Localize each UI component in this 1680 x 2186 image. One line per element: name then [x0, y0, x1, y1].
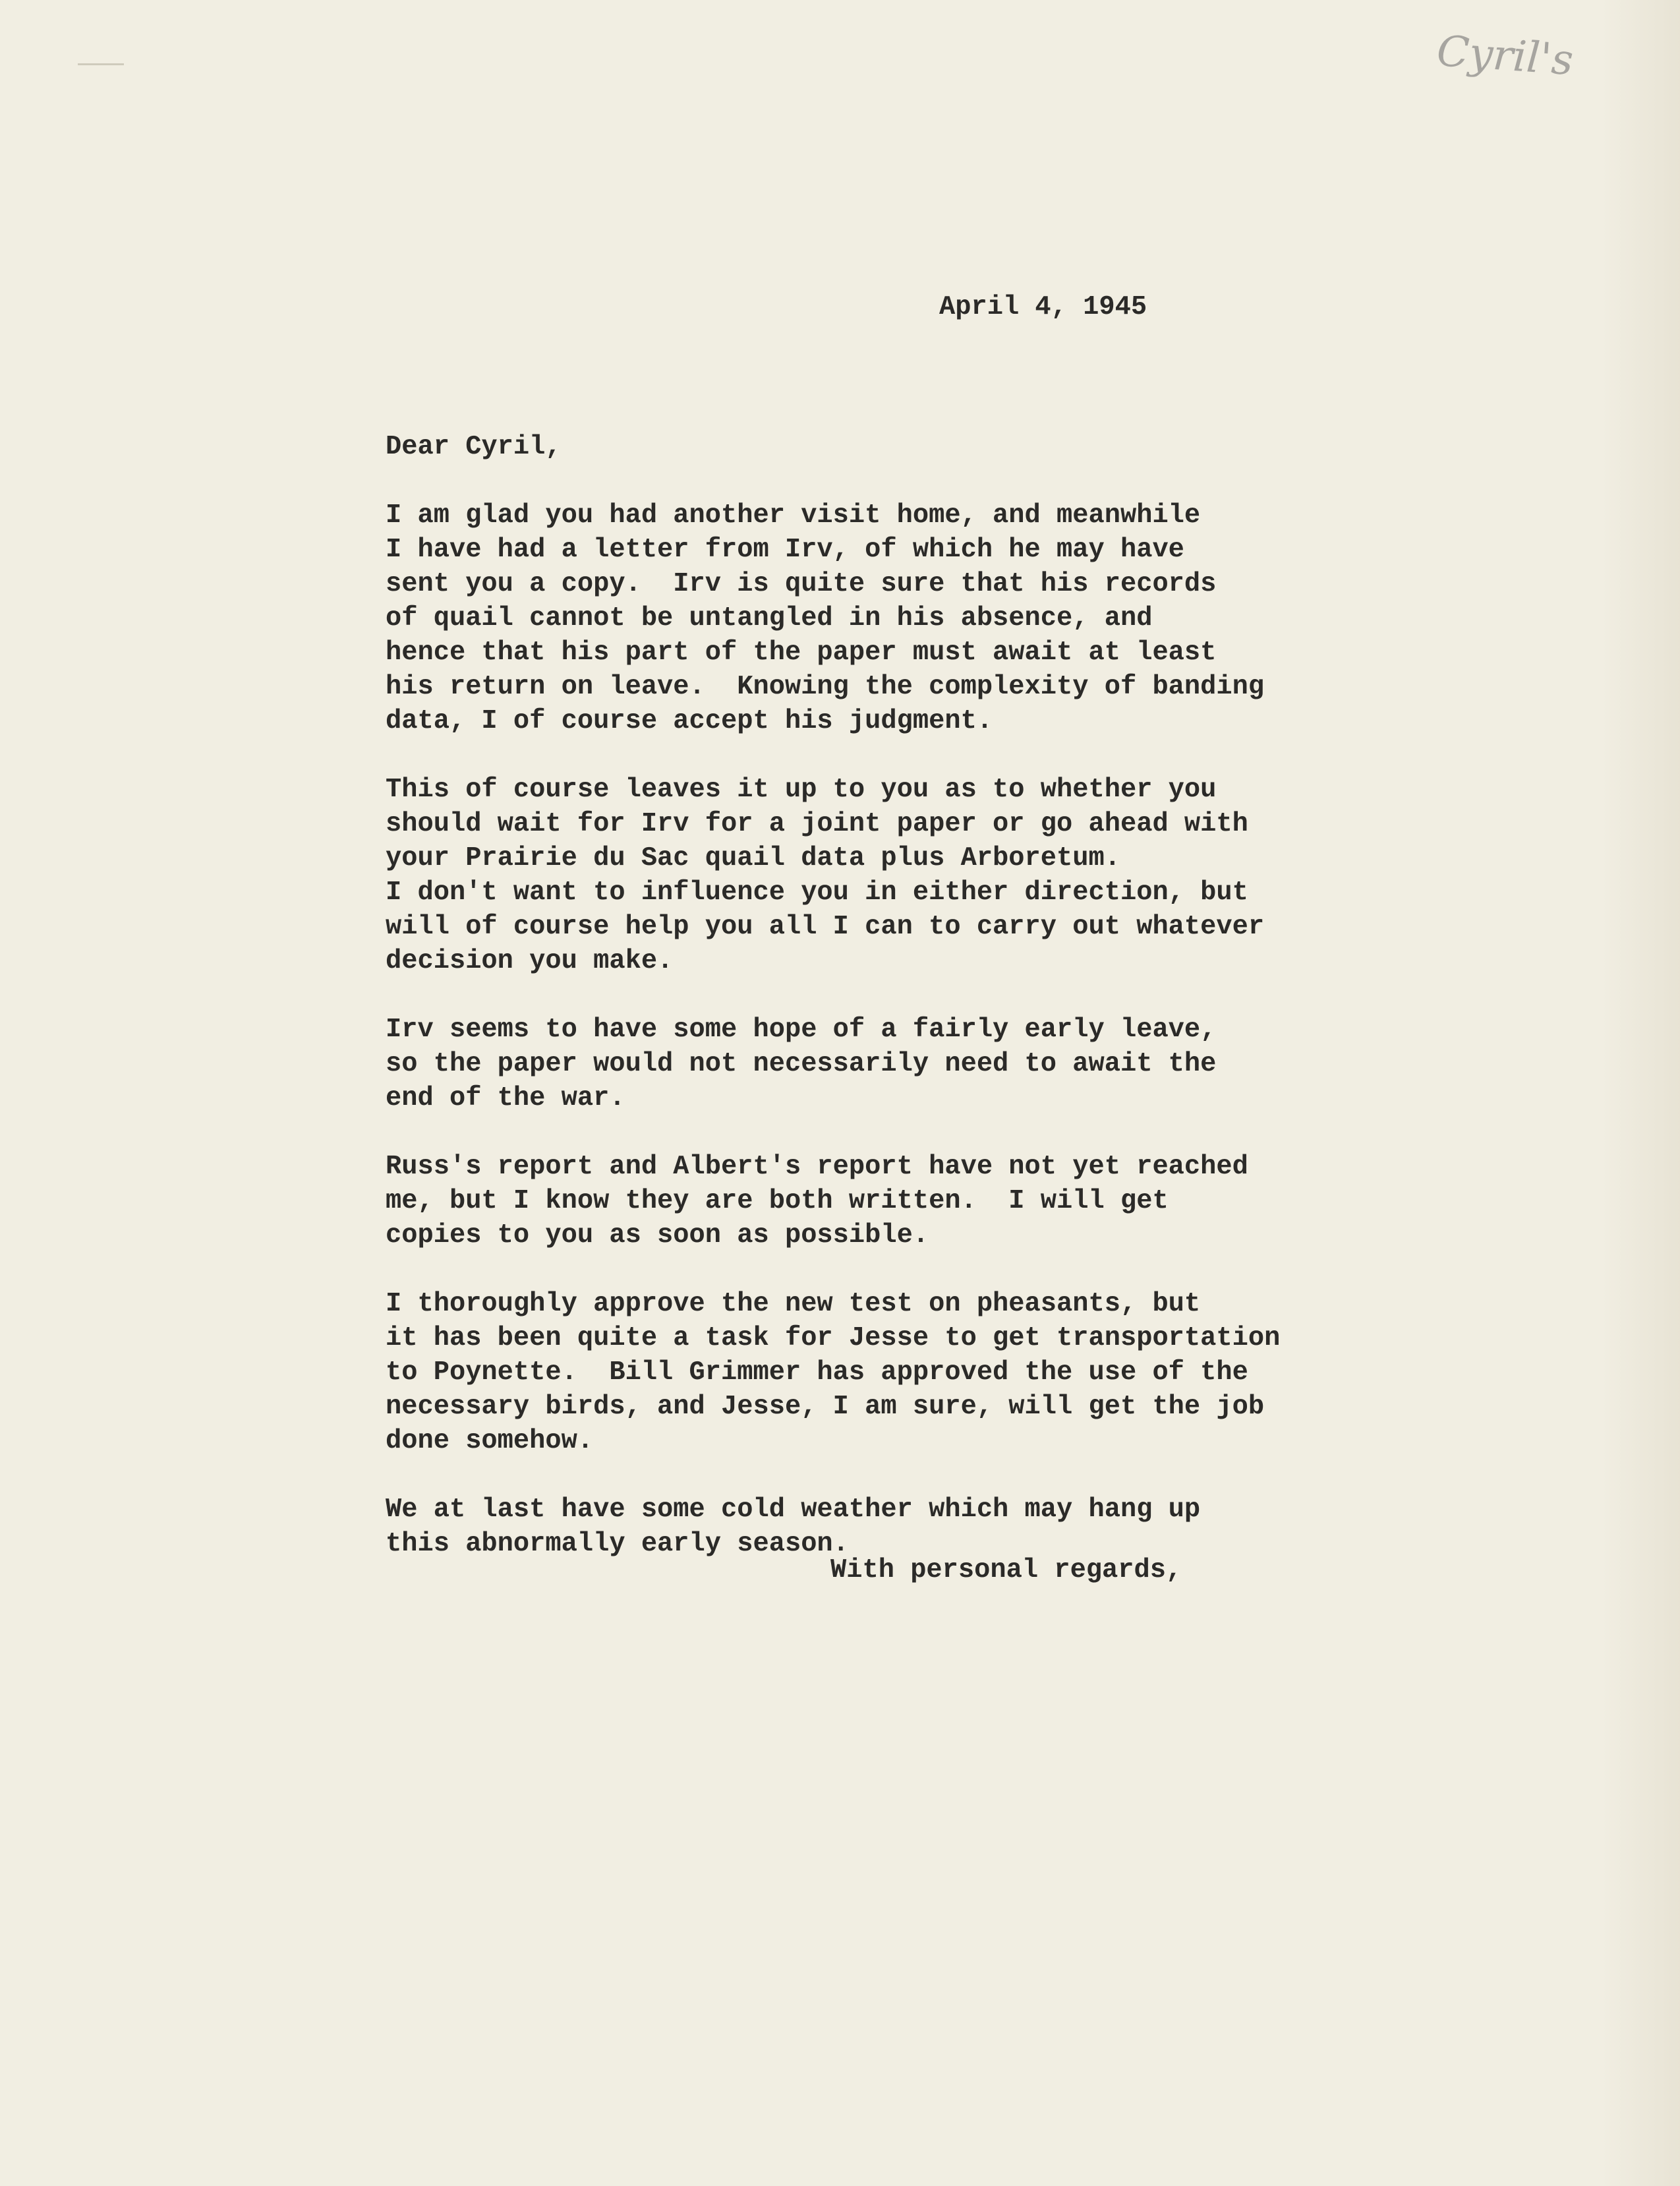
body-paragraph	[386, 1013, 1341, 1115]
text-line: This of course leaves it up to you as to whether you	[386, 775, 1217, 805]
text-line: Irv seems to have some hope of a fairly early leave,	[386, 1015, 1217, 1045]
text-line: to Poynette. Bill Grimmer has approved the use of the	[386, 1357, 1248, 1388]
text-line: his return on leave. Knowing the complexity of banding	[386, 672, 1265, 702]
text-line: will of course help you all I can to carry out whatever	[386, 912, 1265, 942]
salutation: Dear Cyril,	[386, 432, 562, 462]
text-line: this abnormally early season.	[386, 1529, 849, 1559]
body-paragraph	[386, 1287, 1341, 1458]
text-line: Russ's report and Albert's report have not yet reached	[386, 1152, 1248, 1182]
handwritten-annotation: Cyril's	[1435, 26, 1575, 86]
body-paragraph	[386, 773, 1341, 978]
text-line: data, I of course accept his judgment.	[386, 706, 993, 736]
body-paragraph	[386, 1492, 1341, 1561]
text-line: sent you a copy. Irv is quite sure that his records	[386, 569, 1217, 599]
text-line: me, but I know they are both written. I will get	[386, 1186, 1169, 1216]
text-line: your Prairie du Sac quail data plus Arboretum.	[386, 843, 1120, 873]
text-line: decision you make.	[386, 946, 674, 976]
text-line: should wait for Irv for a joint paper or go ahead with	[386, 809, 1248, 839]
text-line: of quail cannot be untangled in his absence, and	[386, 603, 1153, 634]
paper-mark	[78, 63, 124, 65]
text-line: necessary birds, and Jesse, I am sure, will get the job	[386, 1392, 1265, 1422]
letter-date: April 4, 1945	[939, 292, 1147, 322]
text-line: I thoroughly approve the new test on pheasants, but	[386, 1289, 1201, 1319]
text-line: hence that his part of the paper must await at least	[386, 637, 1217, 668]
text-line: done somehow.	[386, 1426, 594, 1456]
body-paragraph	[386, 498, 1341, 738]
text-line: We at last have some cold weather which may hang up	[386, 1494, 1201, 1525]
text-line: I am glad you had another visit home, and meanwhile	[386, 500, 1201, 531]
text-line: I don't want to influence you in either direction, but	[386, 877, 1248, 908]
text-line: it has been quite a task for Jesse to get transportation	[386, 1323, 1281, 1353]
text-line: so the paper would not necessarily need to await the	[386, 1049, 1217, 1079]
body-paragraph	[386, 1150, 1341, 1253]
paper-edge-shading	[1601, 0, 1680, 2186]
text-line: end of the war.	[386, 1083, 625, 1113]
letter-body	[386, 498, 1341, 1595]
text-line: I have had a letter from Irv, of which he may have	[386, 535, 1184, 565]
closing: With personal regards,	[830, 1555, 1182, 1585]
text-line: copies to you as soon as possible.	[386, 1220, 929, 1251]
